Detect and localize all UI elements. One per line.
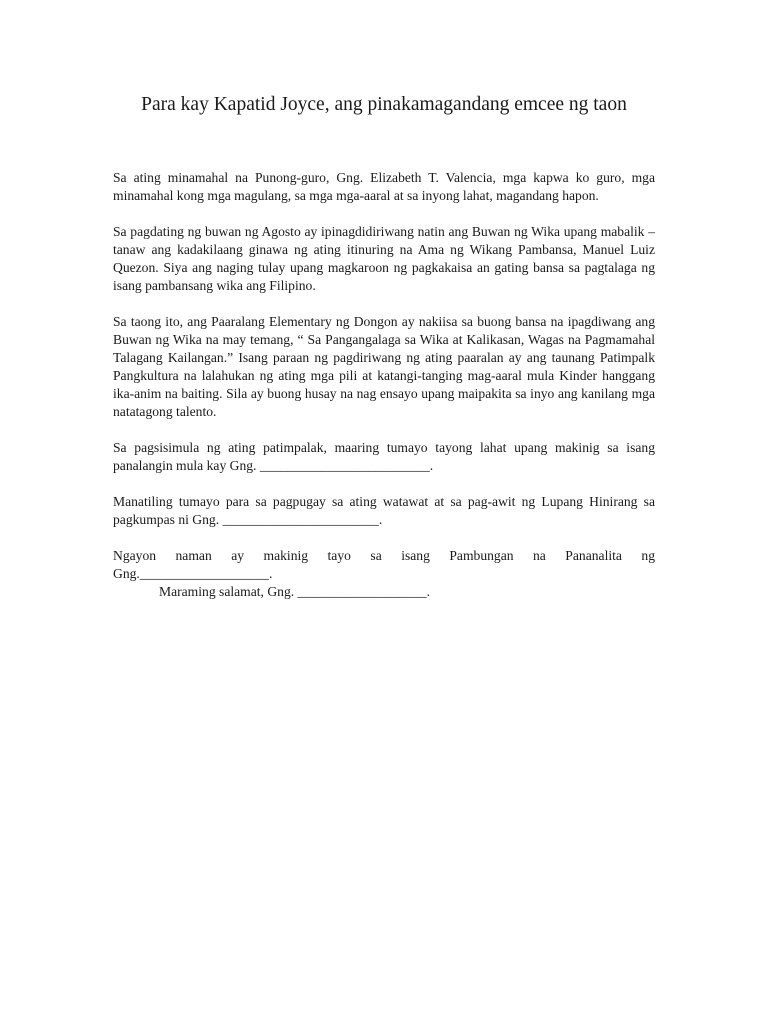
document-body bbox=[113, 169, 655, 601]
prayer-paragraph: Sa pagsisimula ng ating patimpalak, maaring tumayo tayong lahat upang makinig sa isang panalangin mula kay Gng. _________________________. bbox=[113, 440, 655, 473]
greeting-paragraph: Sa ating minamahal na Punong-guro, Gng. Elizabeth T. Valencia, mga kapwa ko guro, mga minamahal kong mga magulang, sa mga mga-aaral at sa inyong lahat, magandang hapon. bbox=[113, 170, 655, 203]
buwan-ng-wika-paragraph: Sa pagdating ng buwan ng Agosto ay ipinagdidiriwang natin ang Buwan ng Wika upang mabalik – tanaw ang kadakilaang ginawa ng ating itinuring na Ama ng Wikang Pambansa, Manuel Luiz Quezon. Siya ang naging tulay upang magkaroon ng pagkakaisa an gating bansa sa pagtalaga ng isang pambansang wika ang Filipino. bbox=[113, 224, 655, 293]
closing-line: Maraming salamat, Gng. ___________________. bbox=[159, 584, 431, 599]
opening-remarks-paragraph: Ngayon naman ay makinig tayo sa isang Pambungan na Pananalita ng Gng.___________________. bbox=[113, 548, 655, 581]
anthem-paragraph: Manatiling tumayo para sa pagpugay sa ating watawat at sa pag-awit ng Lupang Hinirang sa pagkumpas ni Gng. _______________________. bbox=[113, 494, 655, 527]
theme-paragraph: Sa taong ito, ang Paaralang Elementary ng Dongon ay nakiisa sa buong bansa na ipagdiwang ang Buwan ng Wika na may temang, “ Sa Pangangalaga sa Wika at Kalikasan, Wagas na Pagmamahal Talagang Kailangan.” Isang paraan ng pagdiriwang ng ating paaralan ay ang taunang Patimpalk Pangkultura na lalahukan ng ating mga pili at katangi-tanging mag-aaral mula Kinder hanggang ika-anim na baiting. Sila ay buong husay na nag ensayo upang maipakita sa inyo ang kanilang mga natatagong talento. bbox=[113, 314, 655, 419]
document-title: Para kay Kapatid Joyce, ang pinakamagandang emcee ng taon bbox=[141, 94, 627, 115]
